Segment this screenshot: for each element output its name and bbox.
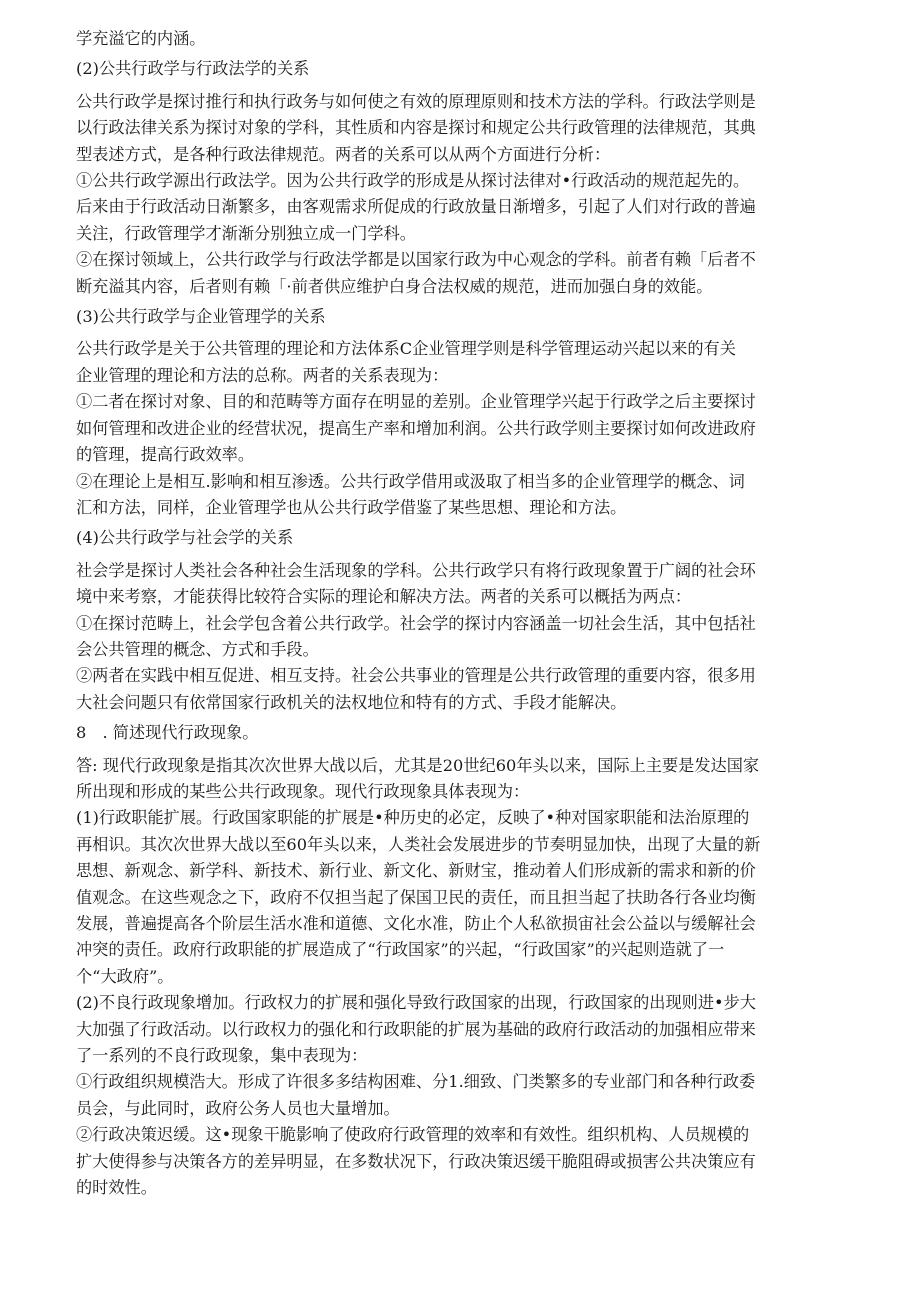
text-line: (2)不良行政现象增加。行政权力的扩展和强化导致行政国家的出现，行政国家的出现则进•步大 xyxy=(76,993,756,1013)
section-heading: (2)公共行政学与行政法学的关系 xyxy=(76,59,310,79)
text-line: 大加强了行政活动。以行政权力的强化和行政职能的扩展为基础的政府行政活动的加强相应带来 xyxy=(76,1019,756,1039)
section-heading: (4)公共行政学与社会学的关系 xyxy=(76,528,294,548)
text-line: 企业管理的理论和方法的总称。两者的关系表现为： xyxy=(76,365,449,385)
text-line: ②在探讨领域上，公共行政学与行政法学都是以国家行政为中心观念的学科。前者有赖「后者不 xyxy=(76,250,756,270)
section-heading: 8 . 简述现代行政现象。 xyxy=(76,723,259,743)
text-line: 所出现和形成的某些公共行政现象。现代行政现象具体表现为： xyxy=(76,781,530,801)
text-line: ①行政组织规模浩大。形成了许很多多结构困难、分1.细致、门类繁多的专业部门和各种行政委 xyxy=(76,1072,756,1092)
text-line: ①公共行政学源出行政法学。因为公共行政学的形成是从探讨法律对•行政活动的规范起先的。 xyxy=(76,171,750,191)
text-line: 会公共管理的概念、方式和手段。 xyxy=(76,639,319,659)
text-line: 公共行政学是关于公共管理的理论和方法体系C企业管理学则是科学管理运动兴起以来的有关 xyxy=(76,339,736,359)
text-line: 学充溢它的内涵。 xyxy=(76,29,206,48)
text-line: 汇和方法，同样，企业管理学也从公共行政学借鉴了某些思想、理论和方法。 xyxy=(76,497,627,517)
text-line: ②行政决策迟缓。这•现象干脆影响了使政府行政管理的效率和有效性。组织机构、人员规模的 xyxy=(76,1125,750,1145)
text-line: 关注，行政管理学才渐渐分别独立成一门学科。 xyxy=(76,223,416,243)
text-line: 扩大使得参与决策各方的差异明显，在多数状况下，行政决策迟缓干脆阻碍或损害公共决策应有 xyxy=(76,1151,756,1171)
text-line: 境中来考察，才能获得比较符合实际的理论和解决方法。两者的关系可以概括为两点： xyxy=(76,587,692,607)
text-line: 断充溢其内容，后者则有赖「·前者供应维护白身合法权威的规范，进而加强白身的效能。 xyxy=(76,276,713,296)
text-line: 如何管理和改进企业的经营状况，提高生产率和增加利润。公共行政学则主要探讨如何改进政府 xyxy=(76,418,756,438)
text-line: 社会学是探讨人类社会各种社会生活现象的学科。公共行政学只有将行政现象置于广阔的社会环 xyxy=(76,560,756,580)
text-line: 以行政法律关系为探讨对象的学科，其性质和内容是探讨和规定公共行政管理的法律规范，其典 xyxy=(76,118,756,138)
section-heading: (3)公共行政学与企业管理学的关系 xyxy=(76,307,326,327)
text-line: 发展，普遍提高各个阶层生活水准和道德、文化水准，防止个人私欲损宙社会公益以与缓解社会 xyxy=(76,914,756,933)
text-line: 思想、新观念、新学科、新技术、新行业、新文化、新财宝，推动着人们形成新的需求和新的价 xyxy=(76,861,756,881)
text-line: 公共行政学是探讨推行和执行政务与如何使之有效的原理原则和技术方法的学科。行政法学则是 xyxy=(76,91,756,111)
text-line: 的管理，提高行政效率。 xyxy=(76,445,255,465)
text-line: 了一系列的不良行政现象，集中表现为： xyxy=(76,1046,368,1066)
text-line: ②在理论上是相互.影响和相互渗透。公共行政学借用或汲取了相当多的企业管理学的概念、词 xyxy=(76,471,745,491)
text-line: 后来由于行政活动日渐繁多，由客观需求所促成的行政放量日渐增多，引起了人们对行政的普遍 xyxy=(76,197,756,217)
text-line: 大社会问题只有依常国家行政机关的法权地位和特有的方式、手段才能解决。 xyxy=(76,692,627,712)
text-line: 值观念。在这些观念之下，政府不仅担当起了保国卫民的责任，而且担当起了扶助各行各业均衡 xyxy=(76,887,756,907)
text-line: 答: 现代行政现象是指其次次世界大战以后，尤其是20世纪60年头以来，国际上主要是发达国家 xyxy=(76,755,760,775)
text-line: 冲突的责任。政府行政职能的扩展造成了“行政国家”的兴起，“行政国家”的兴起则造就了一 xyxy=(76,940,725,960)
text-line: 再相识。其次次世界大战以至60年头以来，人类社会发展进步的节奏明显加快，出现了大量的新 xyxy=(76,834,761,854)
text-line: 个“大政府”。 xyxy=(76,966,174,986)
text-line: 员会，与此同时，政府公务人员也大量增加。 xyxy=(76,1098,400,1118)
text-line: ①二者在探讨对象、目的和范畴等方面存在明显的差别。企业管理学兴起于行政学之后主要探讨 xyxy=(76,392,756,412)
text-line: ②两者在实践中相互促进、相互支持。社会公共事业的管理是公共行政管理的重要内容，很多用 xyxy=(76,666,756,686)
text-line: 的时效性。 xyxy=(76,1178,157,1198)
text-line: 型表述方式，是各种行政法律规范。两者的关系可以从两个方面进行分析： xyxy=(76,144,611,164)
text-line: (1)行政职能扩展。行政国家职能的扩展是•种历史的必定，反映了•种对国家职能和法治原理的 xyxy=(76,808,750,828)
text-line: ①在探讨范畴上，社会学包含着公共行政学。社会学的探讨内容涵盖一切社会生活，其中包括社 xyxy=(76,613,756,633)
